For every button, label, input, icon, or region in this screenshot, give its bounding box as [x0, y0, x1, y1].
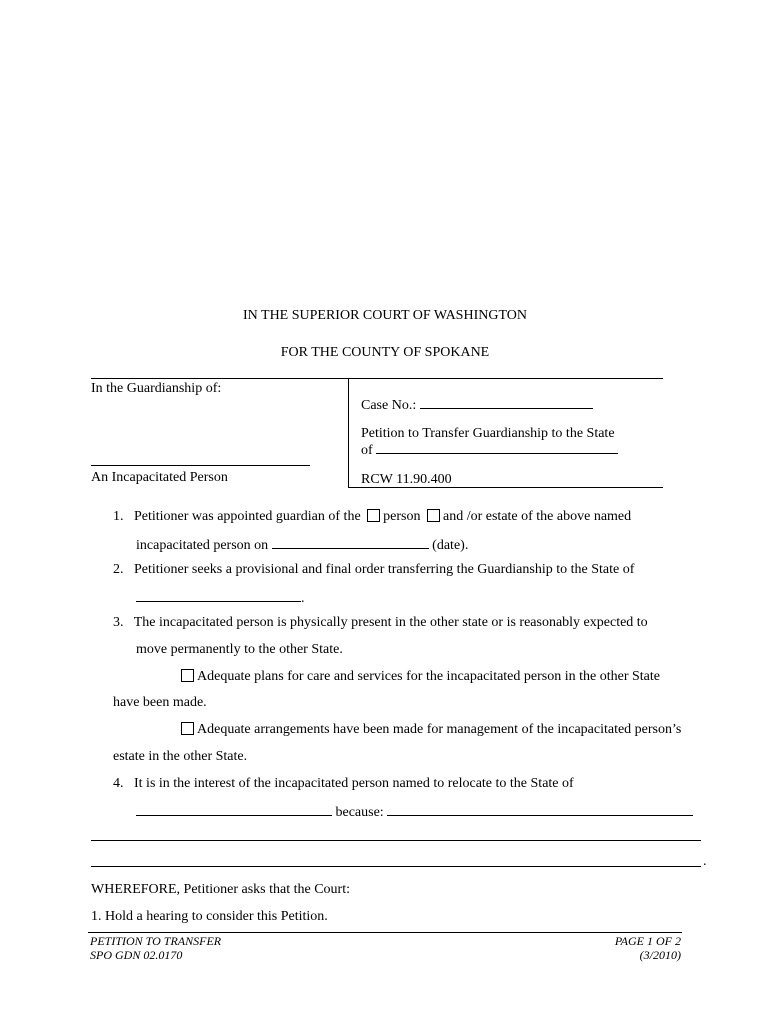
- caption-divider: [348, 378, 349, 488]
- care-plans-checkbox[interactable]: [181, 669, 194, 682]
- item-3-line-1: [113, 615, 648, 631]
- caption-top-rule: [91, 378, 663, 379]
- state-of-row: [361, 441, 618, 459]
- county-heading: FOR THE COUNTY OF SPOKANE: [280, 345, 490, 360]
- item-4-number: 4.: [113, 776, 124, 791]
- reason-field-3[interactable]: [91, 866, 701, 867]
- item-1-line-2: [136, 536, 468, 554]
- guardianship-label: In the Guardianship of:: [91, 381, 222, 396]
- item-1-number: 1.: [113, 509, 124, 524]
- footer-page-number: PAGE 1 OF 2: [614, 934, 681, 948]
- person-checkbox[interactable]: [367, 509, 380, 522]
- item-1-line-1: [113, 509, 631, 525]
- estate-checkbox[interactable]: [427, 509, 440, 522]
- item-1-text: Petitioner was appointed guardian of the: [134, 509, 361, 524]
- footer-form-title: PETITION TO TRANSFER: [90, 934, 222, 948]
- footer-form-code: SPO GDN 02.0170: [90, 948, 183, 962]
- item-3-text-2: move permanently to the other State.: [136, 642, 343, 657]
- state-of-field[interactable]: [376, 441, 618, 454]
- estate-arrangements-checkbox[interactable]: [181, 722, 194, 735]
- item-2-period: .: [301, 591, 305, 606]
- item-3-number: 3.: [113, 615, 124, 630]
- footer-revision-date: (3/2010): [639, 948, 681, 962]
- person-label: person: [383, 509, 421, 524]
- care-plans-text: Adequate plans for care and services for the incapacitated person in the other State: [197, 669, 660, 684]
- item-2-number: 2.: [113, 562, 124, 577]
- item-4-line-1: [113, 776, 574, 792]
- appointment-date-field[interactable]: [272, 536, 429, 549]
- court-heading: IN THE SUPERIOR COURT OF WASHINGTON: [243, 308, 527, 323]
- case-no-label: Case No.:: [361, 398, 417, 413]
- item-4-period: .: [703, 854, 707, 869]
- date-label: (date).: [432, 538, 469, 553]
- item-3-text: The incapacitated person is physically present in the other state or is reasonably expected to: [133, 615, 648, 630]
- reason-field-2[interactable]: [91, 840, 701, 841]
- request-1: 1. Hold a hearing to consider this Petition.: [91, 909, 328, 924]
- item-1-text-cont: and /or estate of the above named: [443, 509, 632, 524]
- petition-title: Petition to Transfer Guardianship to the State: [361, 426, 615, 441]
- item-4-line-2: [136, 803, 693, 821]
- statute-reference: RCW 11.90.400: [361, 472, 452, 487]
- case-number-row: [361, 396, 593, 414]
- estate-arrangements-row: [181, 722, 681, 738]
- party-name-line[interactable]: [91, 465, 310, 466]
- item-1-text-2: incapacitated person on: [136, 538, 269, 553]
- estate-arrangements-text: Adequate arrangements have been made for management of the incapacitated person’s: [197, 722, 682, 737]
- relocate-state-field[interactable]: [136, 803, 332, 816]
- footer-right: [615, 934, 681, 962]
- of-label: of: [361, 443, 373, 458]
- reason-field-1[interactable]: [387, 803, 693, 816]
- transfer-state-field[interactable]: [136, 589, 301, 602]
- incapacitated-person-label: An Incapacitated Person: [91, 470, 228, 485]
- wherefore-text: WHEREFORE, Petitioner asks that the Court:: [91, 882, 350, 897]
- care-plans-text-2: have been made.: [113, 695, 207, 710]
- care-plans-row: [181, 669, 660, 685]
- item-2-text: Petitioner seeks a provisional and final order transferring the Guardianship to the State of: [134, 562, 635, 577]
- item-2-line-2: [136, 589, 305, 607]
- footer-left: [90, 934, 221, 962]
- because-label: because:: [335, 805, 384, 820]
- case-no-field[interactable]: [420, 396, 593, 409]
- item-2-line-1: [113, 562, 634, 578]
- footer-rule: [88, 932, 682, 933]
- item-4-text: It is in the interest of the incapacitated person named to relocate to the State of: [134, 776, 574, 791]
- estate-arrangements-text-2: estate in the other State.: [113, 749, 248, 764]
